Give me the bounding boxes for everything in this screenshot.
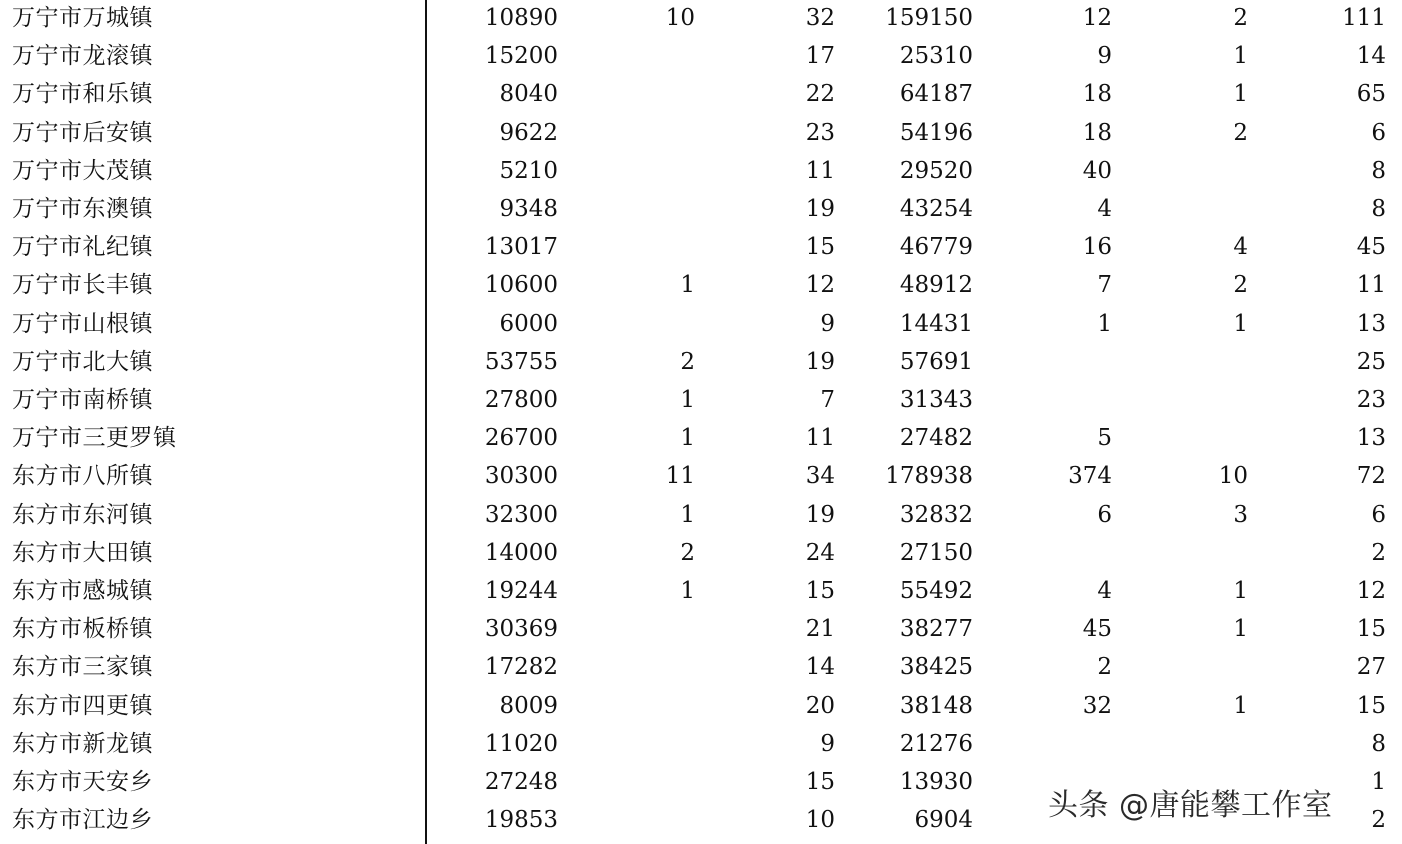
table-row xyxy=(0,266,1402,304)
table-cell: 4 xyxy=(1097,578,1112,604)
table-cell xyxy=(1160,419,1248,457)
table-row xyxy=(0,457,1402,495)
table-cell: 27800 xyxy=(484,387,558,413)
table-cell xyxy=(600,37,695,75)
table-cell: 54196 xyxy=(899,119,973,146)
table-cell: 53755 xyxy=(484,348,558,375)
table-cell: 48912 xyxy=(899,272,973,299)
table-cell: 32 xyxy=(805,5,835,31)
table-cell: 159150 xyxy=(885,5,973,31)
table-cell xyxy=(600,114,695,152)
table-row xyxy=(0,343,1402,381)
table-cell: 15200 xyxy=(484,43,558,70)
table-cell: 14 xyxy=(1356,43,1386,70)
table-cell xyxy=(600,610,695,648)
table-row xyxy=(0,496,1402,534)
table-cell: 17 xyxy=(805,43,835,70)
table-cell: 2 xyxy=(1233,119,1248,146)
table-cell: 6 xyxy=(1371,501,1386,528)
table-cell: 15 xyxy=(1356,692,1386,719)
table-row xyxy=(0,305,1402,343)
row-label: 东方市感城镇 xyxy=(12,578,153,604)
table-cell: 15 xyxy=(805,234,835,261)
table-cell: 8 xyxy=(1371,157,1386,184)
table-cell: 9 xyxy=(820,310,835,337)
table-cell: 20 xyxy=(805,692,835,719)
table-cell: 8040 xyxy=(499,81,558,108)
table-cell: 34 xyxy=(805,463,835,490)
table-cell: 374 xyxy=(1068,463,1112,490)
table-row xyxy=(0,381,1402,419)
table-cell xyxy=(1160,381,1248,419)
table-cell: 12 xyxy=(1082,5,1112,31)
table-cell xyxy=(1020,725,1112,763)
table-cell: 8 xyxy=(1371,196,1386,222)
table-cell: 13 xyxy=(1356,425,1386,452)
table-cell: 30300 xyxy=(484,463,558,490)
table-cell: 1 xyxy=(1233,692,1248,719)
table-cell: 10 xyxy=(665,5,695,31)
table-cell: 38425 xyxy=(899,654,973,681)
table-cell: 14000 xyxy=(484,539,558,566)
table-cell: 27150 xyxy=(899,539,973,566)
table-cell xyxy=(600,763,695,801)
table-cell: 9 xyxy=(820,730,835,757)
table-cell: 6 xyxy=(1371,119,1386,146)
table-row xyxy=(0,0,1402,37)
table-cell: 29520 xyxy=(899,157,973,184)
row-label: 东方市江边乡 xyxy=(12,807,153,834)
table-cell xyxy=(600,648,695,686)
table-cell xyxy=(1160,648,1248,686)
table-cell: 9348 xyxy=(499,196,558,222)
table-cell: 11 xyxy=(665,463,695,490)
table-cell: 32 xyxy=(1082,692,1112,719)
table-cell: 18 xyxy=(1082,119,1112,146)
table-cell: 3 xyxy=(1233,501,1248,528)
table-row xyxy=(0,534,1402,572)
table-cell: 6 xyxy=(1097,501,1112,528)
table-cell xyxy=(1160,152,1248,190)
table-cell: 5210 xyxy=(499,157,558,184)
table-cell xyxy=(1020,343,1112,381)
table-cell: 15 xyxy=(805,769,835,795)
table-cell xyxy=(1160,725,1248,763)
table-cell xyxy=(600,305,695,343)
table-cell xyxy=(600,75,695,113)
table-cell: 1 xyxy=(680,425,695,452)
table-row xyxy=(0,37,1402,75)
table-cell: 26700 xyxy=(484,425,558,452)
row-label: 万宁市礼纪镇 xyxy=(12,234,153,261)
table-cell: 23 xyxy=(1356,387,1386,413)
table-cell: 46779 xyxy=(899,234,973,261)
row-label: 万宁市南桥镇 xyxy=(12,387,153,413)
table-cell: 2 xyxy=(680,539,695,566)
table-cell: 1 xyxy=(1371,769,1386,795)
row-label: 万宁市长丰镇 xyxy=(12,272,153,299)
table-cell xyxy=(1160,190,1248,228)
table-cell: 32300 xyxy=(484,501,558,528)
table-cell: 43254 xyxy=(899,196,973,222)
row-label: 东方市四更镇 xyxy=(12,692,153,719)
table-cell: 10 xyxy=(805,807,835,834)
table-cell: 19 xyxy=(805,196,835,222)
table-cell: 10 xyxy=(1218,463,1248,490)
table-cell: 14431 xyxy=(899,310,973,337)
table-cell xyxy=(1160,343,1248,381)
table-cell xyxy=(1020,381,1112,419)
table-cell: 10600 xyxy=(484,272,558,299)
table-cell: 111 xyxy=(1342,5,1386,31)
table-cell: 11020 xyxy=(484,730,558,757)
row-label: 万宁市北大镇 xyxy=(12,348,153,375)
row-label: 东方市八所镇 xyxy=(12,463,153,490)
table-cell: 57691 xyxy=(899,348,973,375)
table-cell: 1 xyxy=(1233,43,1248,70)
row-label: 万宁市东澳镇 xyxy=(12,196,153,222)
table-row xyxy=(0,610,1402,648)
table-cell: 45 xyxy=(1082,616,1112,643)
table-cell xyxy=(600,228,695,266)
row-label: 万宁市三更罗镇 xyxy=(12,425,177,452)
table-cell: 27248 xyxy=(484,769,558,795)
table-row xyxy=(0,572,1402,610)
table-cell: 23 xyxy=(805,119,835,146)
table-cell: 15 xyxy=(805,578,835,604)
table-cell: 2 xyxy=(1097,654,1112,681)
table-cell: 17282 xyxy=(484,654,558,681)
table-cell: 55492 xyxy=(899,578,973,604)
table-cell: 13930 xyxy=(899,769,973,795)
table-cell: 2 xyxy=(1371,807,1386,834)
table-cell xyxy=(600,687,695,725)
table-cell: 19 xyxy=(805,501,835,528)
table-cell: 2 xyxy=(1371,539,1386,566)
table-cell: 10890 xyxy=(484,5,558,31)
table-cell: 9622 xyxy=(499,119,558,146)
table-row xyxy=(0,648,1402,686)
table-cell: 24 xyxy=(805,539,835,566)
table-cell: 1 xyxy=(680,578,695,604)
table-cell: 18 xyxy=(1082,81,1112,108)
table-cell xyxy=(600,190,695,228)
table-cell: 19853 xyxy=(484,807,558,834)
table-cell: 7 xyxy=(820,387,835,413)
table-cell: 1 xyxy=(1233,578,1248,604)
table-cell: 4 xyxy=(1233,234,1248,261)
table-cell: 45 xyxy=(1356,234,1386,261)
row-label: 东方市东河镇 xyxy=(12,501,153,528)
table-cell: 8009 xyxy=(499,692,558,719)
table-cell: 19244 xyxy=(484,578,558,604)
table-cell: 15 xyxy=(1356,616,1386,643)
table-cell: 13 xyxy=(1356,310,1386,337)
table-cell: 5 xyxy=(1097,425,1112,452)
row-label: 东方市新龙镇 xyxy=(12,730,153,757)
table-cell: 72 xyxy=(1356,463,1386,490)
table-cell: 7 xyxy=(1097,272,1112,299)
table-cell: 4 xyxy=(1097,196,1112,222)
table-cell: 12 xyxy=(1356,578,1386,604)
watermark: 头条 @唐能攀工作室 xyxy=(1048,788,1333,823)
table-cell: 13017 xyxy=(484,234,558,261)
table-cell: 1 xyxy=(1097,310,1112,337)
table-cell: 64187 xyxy=(899,81,973,108)
table-cell: 6904 xyxy=(914,807,973,834)
table-cell xyxy=(1160,534,1248,572)
table-cell: 14 xyxy=(805,654,835,681)
table-cell: 19 xyxy=(805,348,835,375)
table-row xyxy=(0,114,1402,152)
row-label: 万宁市大茂镇 xyxy=(12,157,153,184)
row-label: 东方市板桥镇 xyxy=(12,616,153,643)
table-row xyxy=(0,190,1402,228)
table-cell: 65 xyxy=(1356,81,1386,108)
table-cell: 1 xyxy=(680,387,695,413)
table-cell: 8 xyxy=(1371,730,1386,757)
table-row xyxy=(0,687,1402,725)
table-row xyxy=(0,419,1402,457)
table-cell: 2 xyxy=(1233,5,1248,31)
table-cell xyxy=(600,801,695,839)
row-label: 万宁市山根镇 xyxy=(12,310,153,337)
row-label: 东方市大田镇 xyxy=(12,539,153,566)
table-cell: 9 xyxy=(1097,43,1112,70)
table-cell: 11 xyxy=(1356,272,1386,299)
table-cell: 6000 xyxy=(499,310,558,337)
table-cell: 25 xyxy=(1356,348,1386,375)
table-cell xyxy=(600,725,695,763)
row-label: 东方市三家镇 xyxy=(12,654,153,681)
table-cell: 27 xyxy=(1356,654,1386,681)
table-cell: 1 xyxy=(1233,310,1248,337)
table-cell: 32832 xyxy=(899,501,973,528)
table-cell: 40 xyxy=(1082,157,1112,184)
table-cell: 21 xyxy=(805,616,835,643)
row-label: 万宁市龙滚镇 xyxy=(12,43,153,70)
table-cell: 1 xyxy=(1233,81,1248,108)
table-cell: 25310 xyxy=(899,43,973,70)
table-cell: 38277 xyxy=(899,616,973,643)
table-cell: 1 xyxy=(1233,616,1248,643)
table-cell: 30369 xyxy=(484,616,558,643)
row-label: 万宁市万城镇 xyxy=(12,5,153,31)
table-row xyxy=(0,228,1402,266)
row-label: 万宁市后安镇 xyxy=(12,119,153,146)
table-cell: 2 xyxy=(1233,272,1248,299)
table-cell xyxy=(600,152,695,190)
table-cell: 16 xyxy=(1082,234,1112,261)
table-cell: 1 xyxy=(680,501,695,528)
table-cell: 11 xyxy=(805,157,835,184)
table-row xyxy=(0,725,1402,763)
table-cell xyxy=(1020,534,1112,572)
table-cell: 2 xyxy=(680,348,695,375)
table-cell: 38148 xyxy=(899,692,973,719)
table-cell: 27482 xyxy=(899,425,973,452)
table-cell: 22 xyxy=(805,81,835,108)
table-row xyxy=(0,152,1402,190)
table-cell: 11 xyxy=(805,425,835,452)
row-label: 万宁市和乐镇 xyxy=(12,81,153,108)
table-cell: 178938 xyxy=(885,463,973,490)
row-label: 东方市天安乡 xyxy=(12,769,153,795)
table-cell: 31343 xyxy=(899,387,973,413)
table-cell: 12 xyxy=(805,272,835,299)
table-cell: 21276 xyxy=(899,730,973,757)
table-cell: 1 xyxy=(680,272,695,299)
table-row xyxy=(0,75,1402,113)
